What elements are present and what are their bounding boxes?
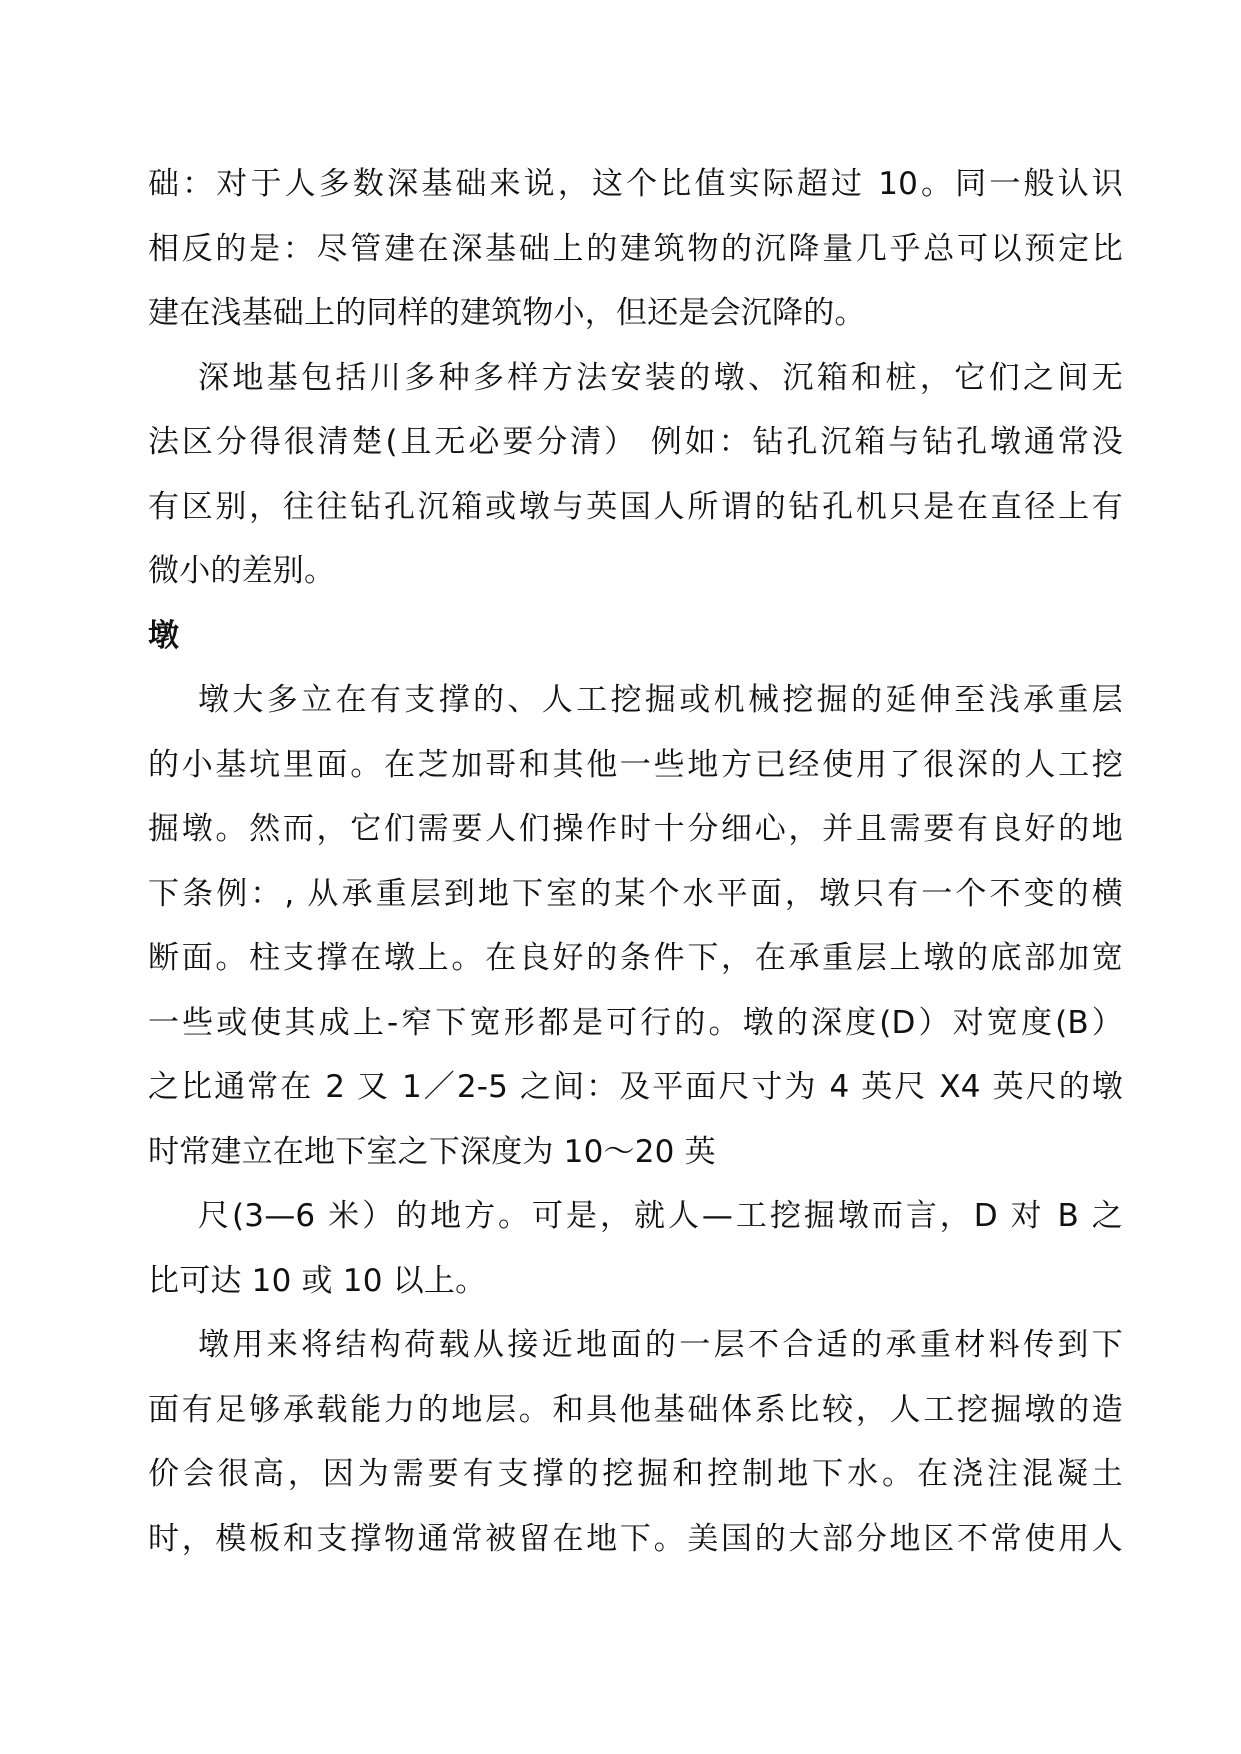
paragraph-depth-ratio — [148, 1184, 1123, 1313]
text-line: 有区别，往往钻孔沉箱或墩与英国人所谓的钻孔机只是在直径上有 — [148, 488, 1123, 525]
text-line: 的小基坑里面。在芝加哥和其他一些地方已经使用了很深的人工挖 — [148, 746, 1123, 783]
text-line: 建在浅基础上的同样的建筑物小，但还是会沉降的。 — [148, 295, 866, 331]
text-line: 价会很高，因为需要有支撑的挖掘和控制地下水。在浇注混凝土 — [148, 1456, 1123, 1492]
text-line: 础：对于人多数深基础来说，这个比值实际超过 10。同一般认识 — [148, 166, 1123, 202]
text-line: 墩大多立在有支撑的、人工挖掘或机械挖掘的延伸至浅承重层 — [198, 682, 1123, 718]
text-line: 一些或使其成上-窄下宽形都是可行的。墩的深度(D）对宽度(B） — [148, 1004, 1123, 1041]
paragraph-pier-usage — [148, 1313, 1123, 1571]
text-line: 之比通常在 2 又 1／2-5 之间：及平面尺寸为 4 英尺 X4 英尺的墩 — [148, 1069, 1123, 1105]
text-line: 下条例：, 从承重层到地下室的某个水平面，墩只有一个不变的横 — [148, 875, 1123, 912]
text-line: 深地基包括川多种多样方法安装的墩、沉箱和桩，它们之间无 — [198, 359, 1123, 396]
text-line: 掘墩。然而，它们需要人们操作时十分细心，并且需要有良好的地 — [148, 811, 1123, 847]
text-line: 墩用来将结构荷载从接近地面的一层不合适的承重材料传到下 — [198, 1327, 1123, 1363]
paragraph-piers — [148, 668, 1123, 1184]
text-line: 相反的是：尽管建在深基础上的建筑物的沉降量几乎总可以预定比 — [148, 230, 1123, 267]
paragraph-deep-foundations — [148, 346, 1123, 604]
document-page — [148, 152, 1123, 1571]
text-line: 断面。柱支撑在墩上。在良好的条件下，在承重层上墩的底部加宽 — [148, 940, 1123, 976]
text-line: 时常建立在地下室之下深度为 10～20 英 — [148, 1133, 716, 1170]
text-line: 面有足够承载能力的地层。和具他基础体系比较，人工挖掘墩的造 — [148, 1391, 1123, 1428]
section-heading: 墩 — [148, 617, 180, 654]
text-line: 时，模板和支撑物通常被留在地下。美国的大部分地区不常使用人 — [148, 1520, 1123, 1557]
paragraph-continuation — [148, 152, 1123, 346]
text-line: 法区分得很清楚(且无必要分清） 例如：钻孔沉箱与钻孔墩通常没 — [148, 424, 1123, 460]
text-line: 尺(3—6 米）的地方。可是，就人—工挖掘墩而言，D 对 B 之 — [198, 1198, 1123, 1234]
text-line: 比可达 10 或 10 以上。 — [148, 1262, 487, 1299]
text-line: 微小的差别。 — [148, 553, 336, 589]
